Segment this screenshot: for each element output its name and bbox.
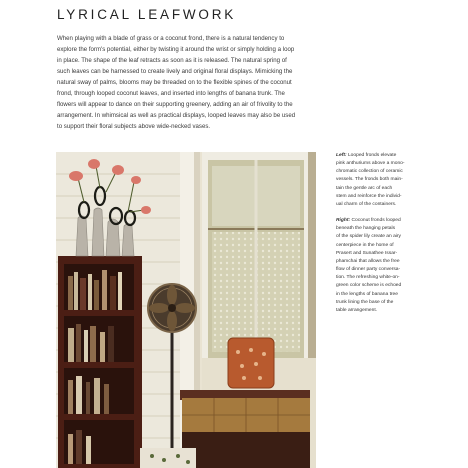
photo-caption <box>336 152 436 315</box>
caption-spacer <box>336 209 436 217</box>
caption-right-line: phamchai that allows the free <box>336 258 400 264</box>
caption-right-line: trunk lining the base of the <box>336 299 394 305</box>
caption-left-line: chromatic collection of ceramic <box>336 169 403 175</box>
caption-left-line: ual charm of the containers. <box>336 201 397 207</box>
interior-photo <box>56 152 316 468</box>
body-paragraph <box>57 33 423 132</box>
caption-left-line: Left: Looped fronds elevate <box>336 153 397 158</box>
caption-right-label: Right: <box>336 218 351 224</box>
body-line: such leaves can be harnessed to create lively and original floral displays. Mimicking the <box>57 68 293 75</box>
body-line: in place. The shape of the leaf retracts as soon as it is released. The natural spring of <box>57 57 287 64</box>
caption-left-line: pink anthuriums above a mono- <box>336 161 405 167</box>
caption-right-line: centerpiece in the home of <box>336 242 394 248</box>
interior-photo-illustration <box>56 152 316 468</box>
caption-right-line: of the spider lily create an airy <box>336 234 401 240</box>
page-title: LYRICAL LEAFWORK <box>57 7 237 22</box>
body-line: flowers will appear to dance on their supporting greenery, adding an air of frivolity to the <box>57 101 293 108</box>
caption-left-label: Left: <box>336 153 347 158</box>
body-line: arrangement. In whimsical as well as practical displays, looped leaves may also be used <box>57 112 296 119</box>
caption-right-line: Prasert and Sunathee Issar- <box>336 250 398 256</box>
caption-left-line: tain the gentle arc of each <box>336 185 393 191</box>
caption-right-line: beneath the hanging petals <box>336 226 396 232</box>
body-line: to support their floral subjects above wide-necked vases. <box>57 123 211 130</box>
body-line: When playing with a blade of grass or a coconut frond, there is a natural tendency to <box>57 35 285 42</box>
caption-right-line: tion. The refreshing white-on- <box>336 275 400 281</box>
body-line: frond, through looped coconut leaves, and inserted into lengths of banana trunk. The <box>57 90 285 97</box>
body-line: explore the form's potential, either by twisting it around the wrist or simply holding a loop <box>57 46 295 53</box>
caption-left-line: vessels. The fronds both main- <box>336 177 403 183</box>
body-line: natural sway of palms, blooms may be threaded on to the flexible spines of the coconut <box>57 79 292 86</box>
caption-right-line: table arrangement. <box>336 307 378 313</box>
caption-right-line: green color scheme is echoed <box>336 283 402 289</box>
caption-left-line: stem and reinforce the individ- <box>336 193 402 199</box>
caption-right-line: in the lengths of banana tree <box>336 291 398 297</box>
caption-right-line: Right: Coconut fronds looped <box>336 218 401 224</box>
caption-right-line: flow of dinner party conversa- <box>336 267 401 273</box>
